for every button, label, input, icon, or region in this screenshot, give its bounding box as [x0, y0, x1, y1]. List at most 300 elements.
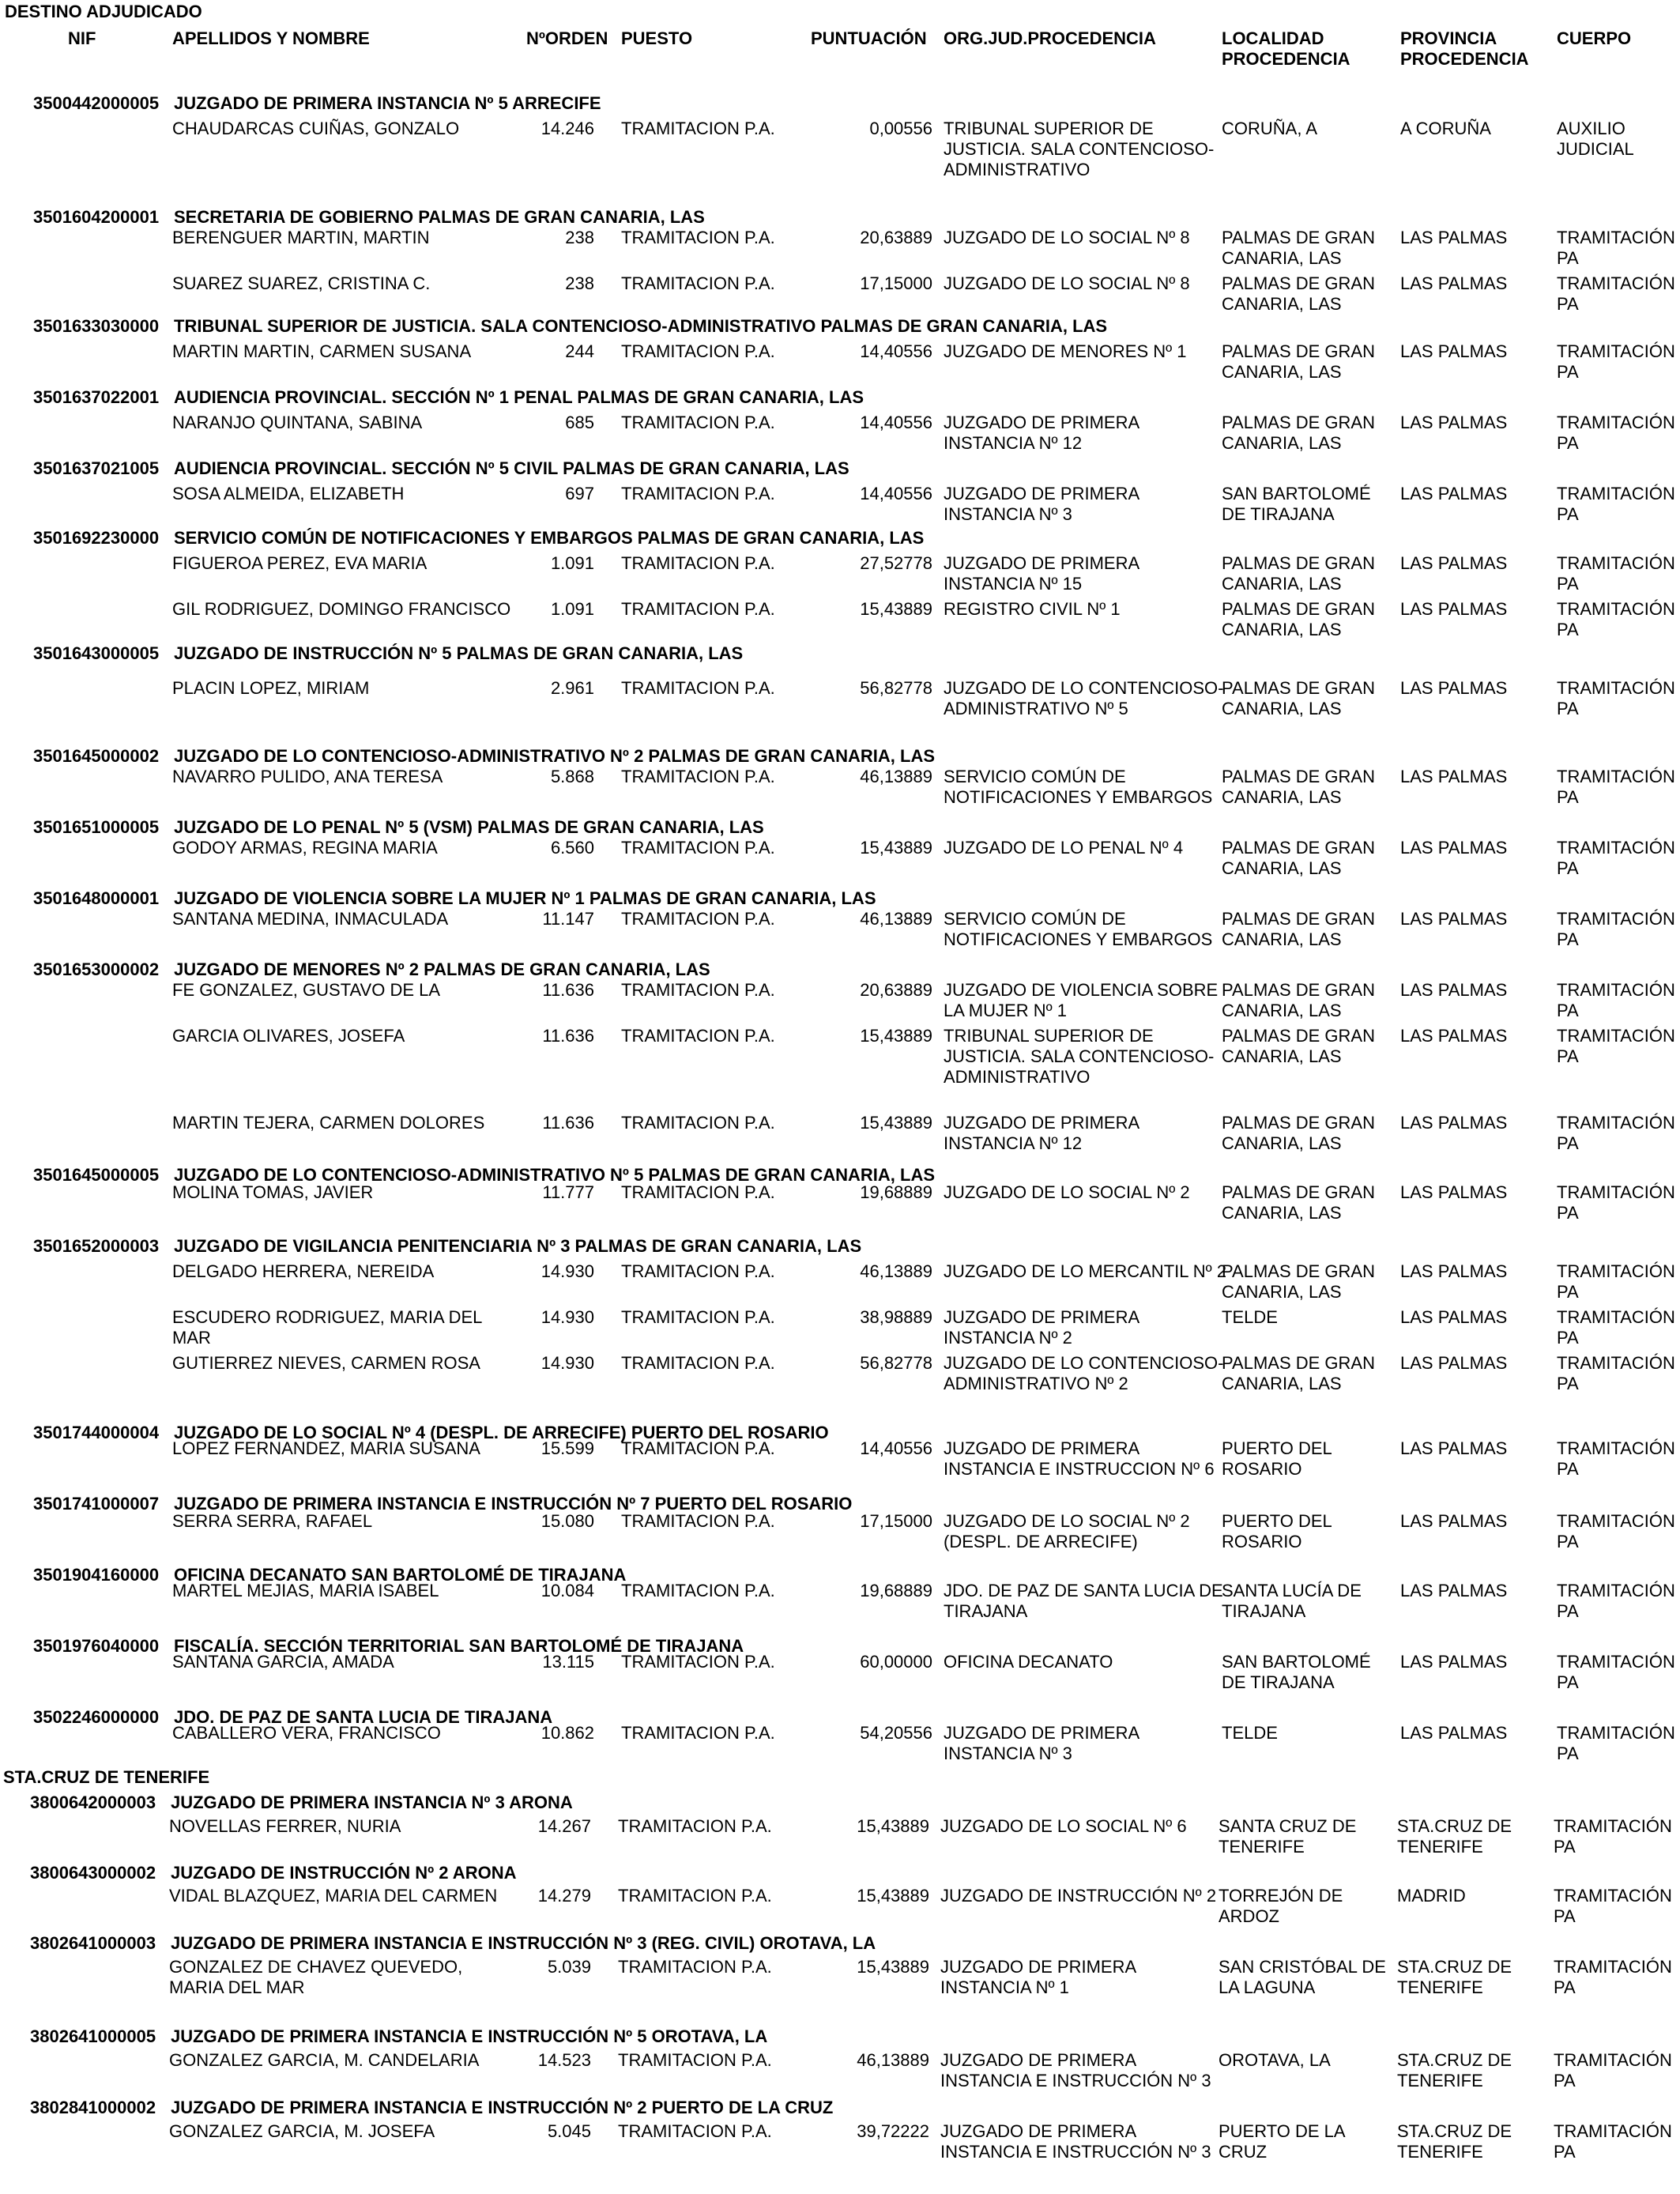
group-header	[30, 2098, 833, 2118]
cell-orden: 11.636	[542, 1113, 594, 1133]
cell-name: LOPEZ FERNANDEZ, MARIA SUSANA	[172, 1438, 480, 1458]
group-nif: 3501652000003	[33, 1236, 160, 1256]
cell-cuerpo: TRAMITACIÓN PA	[1554, 1886, 1672, 1926]
cell-puntuacion: 14,40556	[860, 1438, 932, 1458]
cell-puntuacion: 15,43889	[860, 1026, 932, 1046]
cell-org: JUZGADO DE LO SOCIAL Nº 2	[944, 1182, 1190, 1202]
cell-cuerpo: TRAMITACIÓN PA	[1557, 599, 1675, 639]
cell-provincia: LAS PALMAS	[1400, 484, 1508, 503]
cell-puesto: TRAMITACION P.A.	[618, 1816, 772, 1836]
cell-cuerpo: TRAMITACIÓN PA	[1557, 484, 1675, 524]
cell-puesto: TRAMITACION P.A.	[621, 599, 775, 619]
cell-orden: 5.045	[547, 2121, 591, 2141]
cell-org: OFICINA DECANATO	[944, 1652, 1113, 1672]
cell-name: SUAREZ SUAREZ, CRISTINA C.	[172, 273, 431, 293]
cell-provincia: LAS PALMAS	[1400, 1652, 1508, 1672]
cell-org: JUZGADO DE LO PENAL Nº 4	[944, 838, 1184, 858]
cell-localidad: PALMAS DE GRAN CANARIA, LAS	[1222, 341, 1375, 382]
cell-puesto: TRAMITACION P.A.	[621, 484, 775, 503]
group-nif: 3802641000005	[30, 2026, 156, 2046]
cell-cuerpo: TRAMITACIÓN PA	[1557, 1652, 1675, 1692]
cell-provincia: LAS PALMAS	[1400, 273, 1508, 293]
cell-localidad: SANTA CRUZ DE TENERIFE	[1219, 1816, 1357, 1857]
cell-puntuacion: 0,00556	[869, 119, 932, 138]
group-header	[33, 817, 764, 838]
cell-provincia: STA.CRUZ DE TENERIFE	[1397, 1957, 1512, 1997]
cell-provincia: STA.CRUZ DE TENERIFE	[1397, 2050, 1512, 2090]
group-nif: 3501692230000	[33, 528, 160, 548]
header-nif: NIF	[68, 28, 96, 48]
cell-org: JUZGADO DE PRIMERA INSTANCIA Nº 3	[944, 484, 1139, 524]
group-header	[33, 1236, 861, 1257]
cell-name: PLACIN LOPEZ, MIRIAM	[172, 678, 370, 698]
cell-name: GONZALEZ GARCIA, M. JOSEFA	[169, 2121, 435, 2141]
group-header	[33, 93, 601, 114]
cell-provincia: LAS PALMAS	[1400, 1581, 1508, 1600]
cell-cuerpo: TRAMITACIÓN PA	[1557, 341, 1675, 382]
cell-name: DELGADO HERRERA, NEREIDA	[172, 1261, 435, 1281]
cell-localidad: PALMAS DE GRAN CANARIA, LAS	[1222, 413, 1375, 453]
cell-localidad: SAN CRISTÓBAL DE LA LAGUNA	[1219, 1957, 1386, 1997]
cell-puntuacion: 54,20556	[860, 1723, 932, 1743]
group-title: SECRETARIA DE GOBIERNO PALMAS DE GRAN CANARIA, LAS	[174, 207, 705, 227]
group-nif: 3800643000002	[30, 1863, 156, 1883]
cell-orden: 238	[565, 273, 594, 293]
group-title: JUZGADO DE PRIMERA INSTANCIA Nº 5 ARRECIFE	[174, 93, 601, 113]
cell-localidad: TELDE	[1222, 1723, 1278, 1743]
cell-provincia: LAS PALMAS	[1400, 980, 1508, 1000]
group-header	[33, 207, 705, 228]
group-nif: 3800642000003	[30, 1793, 156, 1812]
cell-provincia: LAS PALMAS	[1400, 678, 1508, 698]
cell-cuerpo: AUXILIO JUDICIAL	[1557, 119, 1634, 159]
cell-orden: 14.523	[537, 2050, 591, 2070]
cell-localidad: PALMAS DE GRAN CANARIA, LAS	[1222, 1182, 1375, 1223]
cell-orden: 14.246	[541, 119, 594, 138]
cell-orden: 10.862	[541, 1723, 594, 1743]
cell-provincia: A CORUÑA	[1400, 119, 1491, 138]
cell-name: NAVARRO PULIDO, ANA TERESA	[172, 767, 443, 786]
cell-localidad: PALMAS DE GRAN CANARIA, LAS	[1222, 838, 1375, 878]
cell-cuerpo: TRAMITACIÓN PA	[1554, 1957, 1672, 1997]
cell-cuerpo: TRAMITACIÓN PA	[1557, 980, 1675, 1020]
header-puesto: PUESTO	[621, 28, 693, 48]
cell-org: JUZGADO DE VIOLENCIA SOBRE LA MUJER Nº 1	[944, 980, 1219, 1020]
group-nif: 3501637021005	[33, 458, 160, 478]
group-header	[30, 1863, 516, 1883]
cell-localidad: PALMAS DE GRAN CANARIA, LAS	[1222, 599, 1375, 639]
cell-localidad: PALMAS DE GRAN CANARIA, LAS	[1222, 909, 1375, 949]
group-nif: 3501648000001	[33, 888, 160, 908]
cell-localidad: OROTAVA, LA	[1219, 2050, 1331, 2070]
cell-orden: 15.599	[541, 1438, 594, 1458]
cell-name: CHAUDARCAS CUIÑAS, GONZALO	[172, 119, 460, 138]
cell-org: TRIBUNAL SUPERIOR DE JUSTICIA. SALA CONTENCIOSO-ADMINISTRATIVO	[944, 119, 1215, 179]
group-title: JUZGADO DE VIGILANCIA PENITENCIARIA Nº 3 PALMAS DE GRAN CANARIA, LAS	[174, 1236, 862, 1256]
cell-cuerpo: TRAMITACIÓN PA	[1557, 767, 1675, 807]
cell-puntuacion: 60,00000	[860, 1652, 932, 1672]
cell-name: GARCIA OLIVARES, JOSEFA	[172, 1026, 405, 1046]
cell-localidad: PALMAS DE GRAN CANARIA, LAS	[1222, 553, 1375, 594]
cell-provincia: LAS PALMAS	[1400, 1182, 1508, 1202]
group-title: JUZGADO DE INSTRUCCIÓN Nº 5 PALMAS DE GRAN CANARIA, LAS	[174, 643, 744, 663]
cell-orden: 11.147	[542, 909, 594, 929]
cell-puesto: TRAMITACION P.A.	[621, 553, 775, 573]
cell-orden: 14.930	[541, 1353, 594, 1373]
cell-puntuacion: 15,43889	[857, 1886, 929, 1906]
cell-puesto: TRAMITACION P.A.	[621, 413, 775, 432]
group-title: JUZGADO DE PRIMERA INSTANCIA E INSTRUCCIÓN Nº 3 (REG. CIVIL) OROTAVA, LA	[171, 1933, 876, 1953]
cell-org: JUZGADO DE INSTRUCCIÓN Nº 2	[940, 1886, 1217, 1906]
cell-org: JUZGADO DE PRIMERA INSTANCIA Nº 2	[944, 1307, 1139, 1348]
cell-localidad: SAN BARTOLOMÉ DE TIRAJANA	[1222, 1652, 1371, 1692]
cell-puesto: TRAMITACION P.A.	[621, 1026, 775, 1046]
cell-org: SERVICIO COMÚN DE NOTIFICACIONES Y EMBARGOS	[944, 909, 1213, 949]
cell-orden: 238	[565, 228, 594, 247]
cell-orden: 697	[565, 484, 594, 503]
cell-name: MARTIN TEJERA, CARMEN DOLORES	[172, 1113, 485, 1133]
cell-localidad: PALMAS DE GRAN CANARIA, LAS	[1222, 273, 1375, 314]
cell-localidad: PUERTO DE LA CRUZ	[1219, 2121, 1345, 2162]
group-nif: 3501904160000	[33, 1565, 160, 1585]
cell-orden: 5.039	[547, 1957, 591, 1977]
cell-org: JUZGADO DE PRIMERA INSTANCIA E INSTRUCCIÓN Nº 3	[940, 2121, 1211, 2162]
cell-name: GIL RODRIGUEZ, DOMINGO FRANCISCO	[172, 599, 511, 619]
cell-provincia: LAS PALMAS	[1400, 1026, 1508, 1046]
group-header	[33, 746, 935, 767]
group-nif: 3501744000004	[33, 1423, 160, 1442]
cell-provincia: LAS PALMAS	[1400, 1723, 1508, 1743]
group-header	[33, 316, 1107, 337]
cell-localidad: PALMAS DE GRAN CANARIA, LAS	[1222, 1113, 1375, 1153]
cell-puntuacion: 15,43889	[860, 838, 932, 858]
cell-name: MARTEL MEJIAS, MARIA ISABEL	[172, 1581, 439, 1600]
cell-provincia: LAS PALMAS	[1400, 1261, 1508, 1281]
group-nif: 3501645000005	[33, 1165, 160, 1185]
group-header	[33, 387, 864, 408]
cell-orden: 15.080	[541, 1511, 594, 1531]
group-nif: 3501643000005	[33, 643, 160, 663]
cell-puntuacion: 46,13889	[857, 2050, 929, 2070]
cell-puntuacion: 19,68889	[860, 1182, 932, 1202]
group-title: JUZGADO DE PRIMERA INSTANCIA Nº 3 ARONA	[171, 1793, 573, 1812]
cell-provincia: LAS PALMAS	[1400, 413, 1508, 432]
group-nif: 3501645000002	[33, 746, 160, 766]
cell-orden: 14.930	[541, 1261, 594, 1281]
group-nif: 3501637022001	[33, 387, 160, 407]
header-cuerpo: CUERPO	[1557, 28, 1632, 48]
group-title: JUZGADO DE PRIMERA INSTANCIA E INSTRUCCIÓN Nº 7 PUERTO DEL ROSARIO	[174, 1494, 853, 1514]
cell-localidad: PALMAS DE GRAN CANARIA, LAS	[1222, 678, 1375, 718]
cell-localidad: TELDE	[1222, 1307, 1278, 1327]
cell-puntuacion: 20,63889	[860, 980, 932, 1000]
cell-puesto: TRAMITACION P.A.	[621, 1261, 775, 1281]
cell-cuerpo: TRAMITACIÓN PA	[1557, 1026, 1675, 1066]
cell-orden: 1.091	[550, 599, 594, 619]
cell-org: JUZGADO DE MENORES Nº 1	[944, 341, 1187, 361]
cell-orden: 10.084	[541, 1581, 594, 1600]
group-title: JUZGADO DE PRIMERA INSTANCIA E INSTRUCCIÓN Nº 2 PUERTO DE LA CRUZ	[171, 2098, 834, 2117]
cell-localidad: PALMAS DE GRAN CANARIA, LAS	[1222, 767, 1375, 807]
cell-cuerpo: TRAMITACIÓN PA	[1557, 273, 1675, 314]
cell-provincia: LAS PALMAS	[1400, 599, 1508, 619]
group-nif: 3501604200001	[33, 207, 160, 227]
cell-orden: 14.930	[541, 1307, 594, 1327]
cell-cuerpo: TRAMITACIÓN PA	[1557, 1723, 1675, 1763]
group-header	[30, 1933, 876, 1954]
cell-puesto: TRAMITACION P.A.	[621, 341, 775, 361]
group-title: OFICINA DECANATO SAN BARTOLOMÉ DE TIRAJANA	[174, 1565, 627, 1585]
cell-org: JUZGADO DE PRIMERA INSTANCIA Nº 12	[944, 413, 1139, 453]
group-nif: 3501633030000	[33, 316, 160, 336]
cell-puesto: TRAMITACION P.A.	[618, 1886, 772, 1906]
cell-cuerpo: TRAMITACIÓN PA	[1557, 1511, 1675, 1551]
cell-cuerpo: TRAMITACIÓN PA	[1557, 1113, 1675, 1153]
cell-org: JUZGADO DE LO SOCIAL Nº 2 (DESPL. DE ARRECIFE)	[944, 1511, 1190, 1551]
cell-org: JUZGADO DE PRIMERA INSTANCIA Nº 12	[944, 1113, 1139, 1153]
group-header	[30, 1793, 573, 1813]
group-nif: 3501741000007	[33, 1494, 160, 1514]
cell-localidad: PALMAS DE GRAN CANARIA, LAS	[1222, 228, 1375, 268]
group-header	[30, 2026, 767, 2047]
cell-name: FE GONZALEZ, GUSTAVO DE LA	[172, 980, 441, 1000]
cell-provincia: STA.CRUZ DE TENERIFE	[1397, 1816, 1512, 1857]
cell-orden: 6.560	[550, 838, 594, 858]
cell-orden: 244	[565, 341, 594, 361]
group-title: JUZGADO DE PRIMERA INSTANCIA E INSTRUCCIÓN Nº 5 OROTAVA, LA	[171, 2026, 768, 2046]
cell-cuerpo: TRAMITACIÓN PA	[1557, 1182, 1675, 1223]
header-provincia: PROVINCIA PROCEDENCIA	[1400, 28, 1529, 69]
cell-puntuacion: 46,13889	[860, 909, 932, 929]
cell-puntuacion: 19,68889	[860, 1581, 932, 1600]
cell-provincia: LAS PALMAS	[1400, 1511, 1508, 1531]
cell-name: SOSA ALMEIDA, ELIZABETH	[172, 484, 405, 503]
cell-name: SERRA SERRA, RAFAEL	[172, 1511, 373, 1531]
cell-org: REGISTRO CIVIL Nº 1	[944, 599, 1121, 619]
group-nif: 3502246000000	[33, 1707, 160, 1727]
cell-puntuacion: 56,82778	[860, 678, 932, 698]
cell-puesto: TRAMITACION P.A.	[621, 1581, 775, 1600]
cell-orden: 685	[565, 413, 594, 432]
cell-org: JUZGADO DE LO MERCANTIL Nº 2	[944, 1261, 1227, 1281]
group-title: JUZGADO DE VIOLENCIA SOBRE LA MUJER Nº 1 PALMAS DE GRAN CANARIA, LAS	[174, 888, 876, 908]
cell-cuerpo: TRAMITACIÓN PA	[1557, 228, 1675, 268]
cell-orden: 11.777	[542, 1182, 594, 1202]
cell-puesto: TRAMITACION P.A.	[621, 678, 775, 698]
cell-name: VIDAL BLAZQUEZ, MARIA DEL CARMEN	[169, 1886, 498, 1906]
cell-name: GONZALEZ GARCIA, M. CANDELARIA	[169, 2050, 480, 2070]
cell-puntuacion: 15,43889	[857, 1816, 929, 1836]
cell-puesto: TRAMITACION P.A.	[621, 1113, 775, 1133]
header-puntuacion: PUNTUACIÓN	[811, 28, 927, 48]
cell-puntuacion: 15,43889	[860, 599, 932, 619]
cell-provincia: MADRID	[1397, 1886, 1466, 1906]
cell-cuerpo: TRAMITACIÓN PA	[1557, 1353, 1675, 1393]
group-nif: 3501651000005	[33, 817, 160, 837]
cell-org: SERVICIO COMÚN DE NOTIFICACIONES Y EMBARGOS	[944, 767, 1213, 807]
group-header	[33, 643, 743, 664]
cell-puesto: TRAMITACION P.A.	[621, 909, 775, 929]
cell-localidad: CORUÑA, A	[1222, 119, 1318, 138]
cell-localidad: PALMAS DE GRAN CANARIA, LAS	[1222, 1026, 1375, 1066]
cell-puesto: TRAMITACION P.A.	[621, 1307, 775, 1327]
cell-cuerpo: TRAMITACIÓN PA	[1557, 413, 1675, 453]
cell-org: JUZGADO DE LO SOCIAL Nº 6	[940, 1816, 1187, 1836]
header-orden: NºORDEN	[526, 28, 608, 48]
cell-cuerpo: TRAMITACIÓN PA	[1554, 2121, 1672, 2162]
cell-puesto: TRAMITACION P.A.	[621, 1652, 775, 1672]
cell-puesto: TRAMITACION P.A.	[618, 2121, 772, 2141]
cell-org: TRIBUNAL SUPERIOR DE JUSTICIA. SALA CONTENCIOSO-ADMINISTRATIVO	[944, 1026, 1215, 1087]
cell-name: CABALLERO VERA, FRANCISCO	[172, 1723, 441, 1743]
cell-puntuacion: 20,63889	[860, 228, 932, 247]
cell-puntuacion: 56,82778	[860, 1353, 932, 1373]
cell-puesto: TRAMITACION P.A.	[621, 1723, 775, 1743]
cell-provincia: LAS PALMAS	[1400, 553, 1508, 573]
cell-localidad: PALMAS DE GRAN CANARIA, LAS	[1222, 1261, 1375, 1302]
cell-name: NARANJO QUINTANA, SABINA	[172, 413, 423, 432]
group-title: JUZGADO DE LO SOCIAL Nº 4 (DESPL. DE ARRECIFE) PUERTO DEL ROSARIO	[174, 1423, 829, 1442]
cell-puesto: TRAMITACION P.A.	[621, 980, 775, 1000]
cell-name: SANTANA MEDINA, INMACULADA	[172, 909, 449, 929]
cell-puntuacion: 14,40556	[860, 413, 932, 432]
cell-name: SANTANA GARCIA, AMADA	[172, 1652, 394, 1672]
cell-puntuacion: 38,98889	[860, 1307, 932, 1327]
group-title: JUZGADO DE LO CONTENCIOSO-ADMINISTRATIVO Nº 5 PALMAS DE GRAN CANARIA, LAS	[174, 1165, 936, 1185]
cell-org: JUZGADO DE PRIMERA INSTANCIA Nº 1	[940, 1957, 1136, 1997]
cell-puesto: TRAMITACION P.A.	[618, 1957, 772, 1977]
header-localidad: LOCALIDAD PROCEDENCIA	[1222, 28, 1350, 69]
cell-puesto: TRAMITACION P.A.	[618, 2050, 772, 2070]
group-title: JUZGADO DE LO PENAL Nº 5 (VSM) PALMAS DE GRAN CANARIA, LAS	[174, 817, 764, 837]
cell-provincia: LAS PALMAS	[1400, 767, 1508, 786]
cell-cuerpo: TRAMITACIÓN PA	[1557, 1438, 1675, 1479]
group-title: JUZGADO DE INSTRUCCIÓN Nº 2 ARONA	[171, 1863, 517, 1883]
cell-orden: 13.115	[542, 1652, 594, 1672]
group-title: AUDIENCIA PROVINCIAL. SECCIÓN Nº 5 CIVIL PALMAS DE GRAN CANARIA, LAS	[174, 458, 849, 478]
cell-puntuacion: 15,43889	[860, 1113, 932, 1133]
cell-provincia: LAS PALMAS	[1400, 228, 1508, 247]
cell-localidad: SANTA LUCÍA DE TIRAJANA	[1222, 1581, 1362, 1621]
cell-org: JDO. DE PAZ DE SANTA LUCIA DE TIRAJANA	[944, 1581, 1223, 1621]
cell-puesto: TRAMITACION P.A.	[621, 228, 775, 247]
group-title: FISCALÍA. SECCIÓN TERRITORIAL SAN BARTOLOMÉ DE TIRAJANA	[174, 1636, 744, 1656]
cell-org: JUZGADO DE PRIMERA INSTANCIA E INSTRUCCION Nº 6	[944, 1438, 1215, 1479]
cell-localidad: PALMAS DE GRAN CANARIA, LAS	[1222, 1353, 1375, 1393]
cell-orden: 1.091	[550, 553, 594, 573]
group-title: JDO. DE PAZ DE SANTA LUCIA DE TIRAJANA	[174, 1707, 553, 1727]
cell-puesto: TRAMITACION P.A.	[621, 273, 775, 293]
group-nif: 3501653000002	[33, 959, 160, 979]
cell-puntuacion: 27,52778	[860, 553, 932, 573]
cell-cuerpo: TRAMITACIÓN PA	[1557, 1581, 1675, 1621]
header-name: APELLIDOS Y NOMBRE	[172, 28, 370, 48]
cell-puntuacion: 46,13889	[860, 767, 932, 786]
group-header	[33, 959, 710, 980]
group-nif: 3802841000002	[30, 2098, 156, 2117]
cell-cuerpo: TRAMITACIÓN PA	[1557, 1261, 1675, 1302]
cell-provincia: LAS PALMAS	[1400, 1438, 1508, 1458]
cell-puesto: TRAMITACION P.A.	[621, 1438, 775, 1458]
cell-name: GODOY ARMAS, REGINA MARIA	[172, 838, 438, 858]
cell-org: JUZGADO DE LO CONTENCIOSO-ADMINISTRATIVO Nº 2	[944, 1353, 1224, 1393]
cell-provincia: LAS PALMAS	[1400, 341, 1508, 361]
group-title: AUDIENCIA PROVINCIAL. SECCIÓN Nº 1 PENAL PALMAS DE GRAN CANARIA, LAS	[174, 387, 864, 407]
cell-cuerpo: TRAMITACIÓN PA	[1557, 678, 1675, 718]
cell-orden: 14.267	[537, 1816, 591, 1836]
cell-provincia: LAS PALMAS	[1400, 838, 1508, 858]
cell-cuerpo: TRAMITACIÓN PA	[1554, 1816, 1672, 1857]
cell-orden: 2.961	[550, 678, 594, 698]
cell-puntuacion: 17,15000	[860, 273, 932, 293]
cell-provincia: LAS PALMAS	[1400, 1307, 1508, 1327]
cell-puesto: TRAMITACION P.A.	[621, 767, 775, 786]
cell-org: JUZGADO DE LO SOCIAL Nº 8	[944, 273, 1190, 293]
group-title: JUZGADO DE LO CONTENCIOSO-ADMINISTRATIVO Nº 2 PALMAS DE GRAN CANARIA, LAS	[174, 746, 936, 766]
cell-name: GONZALEZ DE CHAVEZ QUEVEDO, MARIA DEL MAR	[169, 1957, 463, 1997]
cell-puesto: TRAMITACION P.A.	[621, 1511, 775, 1531]
cell-localidad: PALMAS DE GRAN CANARIA, LAS	[1222, 980, 1375, 1020]
cell-name: MARTIN MARTIN, CARMEN SUSANA	[172, 341, 472, 361]
cell-cuerpo: TRAMITACIÓN PA	[1554, 2050, 1672, 2090]
cell-name: GUTIERREZ NIEVES, CARMEN ROSA	[172, 1353, 480, 1373]
cell-puesto: TRAMITACION P.A.	[621, 1182, 775, 1202]
group-nif: 3500442000005	[33, 93, 160, 113]
cell-provincia: LAS PALMAS	[1400, 1113, 1508, 1133]
group-title: SERVICIO COMÚN DE NOTIFICACIONES Y EMBARGOS PALMAS DE GRAN CANARIA, LAS	[174, 528, 925, 548]
cell-localidad: TORREJÓN DE ARDOZ	[1219, 1886, 1343, 1926]
cell-name: FIGUEROA PEREZ, EVA MARIA	[172, 553, 428, 573]
cell-orden: 11.636	[542, 980, 594, 1000]
cell-orden: 14.279	[537, 1886, 591, 1906]
cell-orden: 11.636	[542, 1026, 594, 1046]
group-header	[33, 458, 849, 479]
cell-puesto: TRAMITACION P.A.	[621, 838, 775, 858]
cell-localidad: PUERTO DEL ROSARIO	[1222, 1511, 1332, 1551]
header-org: ORG.JUD.PROCEDENCIA	[944, 28, 1156, 48]
cell-puntuacion: 15,43889	[857, 1957, 929, 1977]
cell-provincia: LAS PALMAS	[1400, 1353, 1508, 1373]
page-title: DESTINO ADJUDICADO	[5, 2, 202, 21]
cell-org: JUZGADO DE LO CONTENCIOSO-ADMINISTRATIVO Nº 5	[944, 678, 1224, 718]
group-header	[33, 888, 876, 909]
cell-org: JUZGADO DE PRIMERA INSTANCIA Nº 3	[944, 1723, 1139, 1763]
cell-name: ESCUDERO RODRIGUEZ, MARIA DEL MAR	[172, 1307, 482, 1348]
cell-name: BERENGUER MARTIN, MARTIN	[172, 228, 430, 247]
cell-provincia: LAS PALMAS	[1400, 909, 1508, 929]
cell-puntuacion: 39,72222	[857, 2121, 929, 2141]
group-title: JUZGADO DE MENORES Nº 2 PALMAS DE GRAN CANARIA, LAS	[174, 959, 710, 979]
cell-org: JUZGADO DE PRIMERA INSTANCIA E INSTRUCCIÓN Nº 3	[940, 2050, 1211, 2090]
cell-cuerpo: TRAMITACIÓN PA	[1557, 909, 1675, 949]
cell-localidad: PUERTO DEL ROSARIO	[1222, 1438, 1332, 1479]
cell-cuerpo: TRAMITACIÓN PA	[1557, 1307, 1675, 1348]
cell-puntuacion: 14,40556	[860, 341, 932, 361]
region-heading: STA.CRUZ DE TENERIFE	[3, 1767, 210, 1787]
cell-org: JUZGADO DE PRIMERA INSTANCIA Nº 15	[944, 553, 1139, 594]
cell-cuerpo: TRAMITACIÓN PA	[1557, 838, 1675, 878]
cell-cuerpo: TRAMITACIÓN PA	[1557, 553, 1675, 594]
group-nif: 3802641000003	[30, 1933, 156, 1953]
cell-localidad: SAN BARTOLOMÉ DE TIRAJANA	[1222, 484, 1371, 524]
group-nif: 3501976040000	[33, 1636, 160, 1656]
cell-puntuacion: 46,13889	[860, 1261, 932, 1281]
cell-name: MOLINA TOMAS, JAVIER	[172, 1182, 374, 1202]
cell-puesto: TRAMITACION P.A.	[621, 119, 775, 138]
cell-org: JUZGADO DE LO SOCIAL Nº 8	[944, 228, 1190, 247]
cell-puntuacion: 14,40556	[860, 484, 932, 503]
cell-provincia: STA.CRUZ DE TENERIFE	[1397, 2121, 1512, 2162]
